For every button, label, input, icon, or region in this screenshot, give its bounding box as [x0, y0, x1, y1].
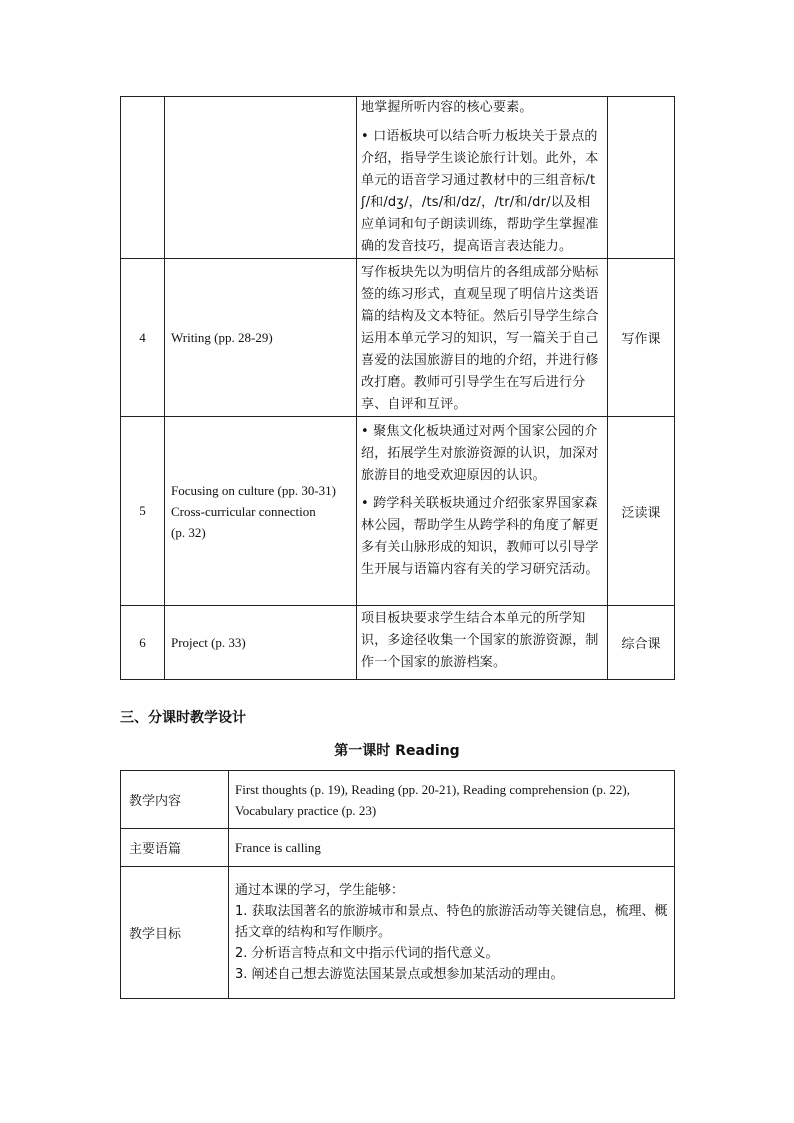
- table-row: [121, 606, 675, 680]
- text-value: France is calling: [229, 829, 675, 867]
- goal-line: 3. 阐述自己想去游览法国某景点或想参加某活动的理由。: [235, 967, 564, 982]
- unit-overview-table: [120, 96, 675, 680]
- goals-value: [229, 867, 675, 999]
- description-paragraph: • 口语板块可以结合听力板块关于景点的介绍，指导学生谈论旅行计划。此外，本单元的语音学习通过教材中的三组音标/tʃ/和/dʒ/，/ts/和/dz/，/tr/和/dr/以及相应单词和句子朗读训练，帮助学生掌握准确的发音技巧，提高语言表达能力。: [361, 129, 599, 254]
- table-row: [121, 97, 675, 259]
- content-line: Vocabulary practice (p. 23): [235, 802, 377, 818]
- lesson-type: [608, 97, 675, 259]
- content-value: [229, 771, 675, 829]
- section-name: [165, 417, 357, 606]
- section-line: (p. 32): [171, 524, 206, 540]
- goal-line: 1. 获取法国著名的旅游城市和景点、特色的旅游活动等关键信息，梳理、概括文章的结构和写作顺序。: [235, 904, 668, 940]
- description-cell: [357, 417, 608, 606]
- row-number: 5: [121, 417, 165, 606]
- description-paragraph: • 跨学科关联板块通过介绍张家界国家森林公园，帮助学生从跨学科的角度了解更多有关山脉形成的知识，教师可以引导学生开展与语篇内容有关的学习研究活动。: [361, 496, 599, 577]
- description-cell: [357, 97, 608, 259]
- lesson-plan-table: [120, 770, 675, 999]
- row-number: 4: [121, 259, 165, 417]
- description-paragraph: 地掌握所听内容的核心要素。: [361, 100, 533, 115]
- table-row: [121, 259, 675, 417]
- lesson-type: 综合课: [608, 606, 675, 680]
- table-row: [121, 771, 675, 829]
- description-paragraph: 项目板块要求学生结合本单元的所学知识，多途径收集一个国家的旅游资源，制作一个国家的旅游档案。: [361, 611, 599, 670]
- content-line: First thoughts (p. 19), Reading (pp. 20-21), Reading comprehension (p. 22),: [235, 781, 630, 797]
- section-name: [165, 259, 357, 417]
- text-label: 主要语篇: [121, 829, 229, 867]
- table-row: [121, 417, 675, 606]
- lesson-type: 泛读课: [608, 417, 675, 606]
- section-name: [165, 606, 357, 680]
- section-name: [165, 97, 357, 259]
- description-cell: [357, 606, 608, 680]
- description-cell: [357, 259, 608, 417]
- lesson-title: 第一课时 Reading: [334, 743, 460, 759]
- goals-label: 教学目标: [121, 867, 229, 999]
- description-paragraph: 写作板块先以为明信片的各组成部分贴标签的练习形式，直观呈现了明信片这类语篇的结构及文本特征。然后引导学生综合运用本单元学习的知识，写一篇关于自己喜爱的法国旅游目的地的介绍，并进行修改打磨。教师可引导学生在写后进行分享、自评和互评。: [361, 265, 599, 412]
- section-heading: 三、分课时教学设计: [120, 710, 246, 726]
- content-label: 教学内容: [121, 771, 229, 829]
- table-row: [121, 829, 675, 867]
- description-paragraph: • 聚焦文化板块通过对两个国家公园的介绍，拓展学生对旅游资源的认识，加深对旅游目的地受欢迎原因的认识。: [361, 424, 599, 483]
- lesson-type: 写作课: [608, 259, 675, 417]
- section-line: Cross-curricular connection: [171, 503, 316, 519]
- table-row: [121, 867, 675, 999]
- row-number: 6: [121, 606, 165, 680]
- goal-line: 通过本课的学习，学生能够：: [235, 883, 405, 898]
- section-line: Focusing on culture (pp. 30-31): [171, 482, 337, 498]
- goal-line: 2. 分析语言特点和文中指示代词的指代意义。: [235, 946, 499, 961]
- section-line: Project (p. 33): [171, 635, 246, 650]
- section-line: Writing (pp. 28-29): [171, 330, 273, 345]
- row-number: [121, 97, 165, 259]
